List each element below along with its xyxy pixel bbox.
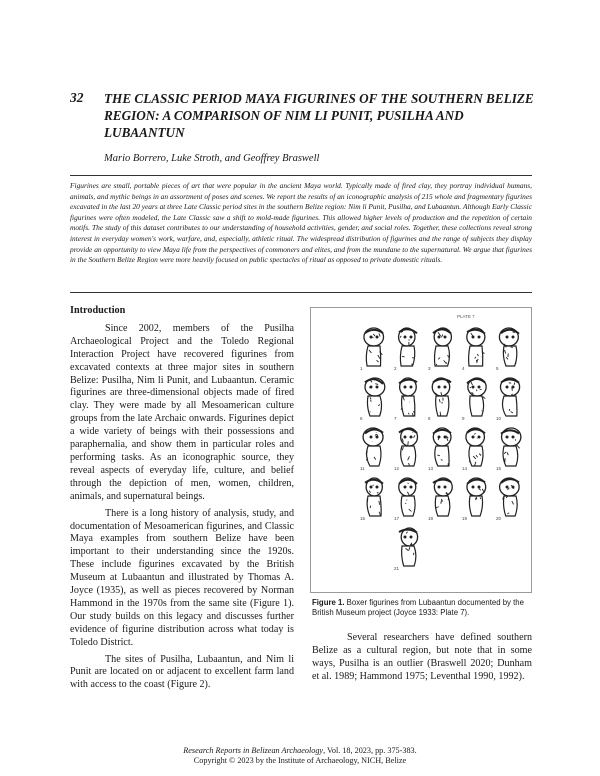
authors: Mario Borrero, Luke Stroth, and Geoffrey Braswell (104, 153, 320, 164)
figurine-number: 5 (496, 366, 499, 371)
figurine-number: 4 (462, 366, 465, 371)
figure-1-plate (310, 307, 532, 593)
abstract-top-rule (70, 175, 532, 176)
figurine-number: 19 (462, 516, 468, 521)
figurine-number: 10 (496, 416, 502, 421)
footer-copyright: Copyright © 2023 by the Institute of Archaeology, NICH, Belize (193, 756, 407, 765)
right-column-text (312, 632, 532, 684)
figurine-number: 18 (428, 516, 434, 521)
footer-citation (0, 746, 600, 756)
figurine-drawing (495, 326, 525, 371)
chapter-number: 32 (70, 90, 84, 105)
figurine-drawing (359, 326, 389, 371)
figurine-drawing (393, 376, 423, 421)
figurine-number: 3 (428, 366, 431, 371)
figurine-drawing (427, 326, 457, 371)
figurine-drawing (393, 326, 423, 371)
figurine-number: 13 (428, 466, 434, 471)
figurine-number: 17 (394, 516, 400, 521)
figurine-drawing (495, 376, 525, 421)
intro-paragraph-3: The sites of Pusilha, Lubaantun, and Nim li Punit are located on or adjacent to excellent farm land with access to the coast (Figure 2). (70, 653, 294, 691)
figurine-number: 21 (394, 566, 400, 571)
figurine-drawing (495, 476, 525, 521)
page-footer (0, 746, 600, 766)
figurine-drawing (393, 426, 423, 471)
introduction-section (70, 305, 294, 696)
abstract: Figurines are small, portable pieces of art that were popular in the ancient Maya world. Typically made of fired clay, they portray individual humans, animals, and mythic beings in an assortment of poses and scenes. We report the results of an iconographic analysis of 215 whole and fragmentary figurines excavated in the last 20 years at three Late Classic period sites in the southern Belize region: Nim li Punit, Pusilha, and Lubaantun. Although Early Classic figurines were often modeled, the Late Classic saw a shift to mold-made figurines. This allowed higher levels of production and the repetition of certain motifs. The study of this dataset contributes to our understanding of household activities, gender, and social roles. Together, these collections reveal strong interest in everyday women's work, warfare, and, especially, athletic ritual. The widespread distribution of figurines and the range of subjects they display provide an opportunity to view Maya life from the perspectives of commoners and elites, and from the mundane to the supernatural. We argue that figurines in the Southern Belize Region were more heavily focused on public spectacles of ritual as opposed to private domestic rituals. (70, 181, 532, 265)
figurine-number: 11 (360, 466, 365, 471)
plate-label: PLATE 7 (457, 314, 475, 319)
intro-paragraph-1: Since 2002, members of the Pusilha Archaeological Project and the Toledo Regional Interaction Project have recovered figurines from excavated contexts at three major sites in southern Belize: Pusilha, Nim li Punit, and Lubaantun. Ceramic figurines are three-dimensional objects made of fired clay. They were made by all Mesoamerican culture groups from the late Archaic onwards. Figurines depict a wide variety of beings with their possessions and paraphernalia, and show them in particular roles and performing tasks. As an iconographic source, they reveal aspects of everyday life, culture, and belief through the depiction of men, women, children, animals, and supernatural beings. (70, 322, 294, 502)
paper-title: THE CLASSIC PERIOD MAYA FIGURINES OF THE SOUTHERN BELIZE REGION: A COMPARISON OF NIM LI PUNIT, PUSILHA AND LUBAANTUN (104, 91, 534, 140)
figurine-drawing (359, 376, 389, 421)
figurine-drawing (359, 476, 389, 521)
figure-1-caption (312, 598, 532, 618)
abstract-bottom-rule (70, 292, 532, 293)
footer-journal: Research Reports in Belizean Archaeology (183, 746, 324, 755)
figurine-number: 14 (462, 466, 468, 471)
figure-caption-text: Boxer figurines from Lubaantun documented by the British Museum project (Joyce 1933: Plate 7). (312, 598, 524, 617)
figurine-number: 7 (394, 416, 397, 421)
figure-caption-label: Figure 1. (312, 598, 345, 607)
introduction-heading: Introduction (70, 305, 126, 316)
figurine-drawing (359, 426, 389, 471)
figurine-drawing (495, 426, 525, 471)
figurine-number: 12 (394, 466, 400, 471)
intro-paragraph-2: There is a long history of analysis, study, and documentation of Mesoamerican figurines, and Classic Maya examples from southern Belize have been important to their understanding since the 1920s. These include figurines excavated by the British Museum at Lubaantun and illustrated by Thomas A. Joyce (1935), as well as pieces recovered by Norman Hammond in the 1970s from the same site (Figure 1). Our study builds on this legacy and discusses further evidence of figurine distribution across what today is Toledo District. (70, 507, 294, 648)
figurine-number: 1 (360, 366, 363, 371)
figurine-number: 9 (462, 416, 465, 421)
figurine-drawing (461, 326, 491, 371)
figurine-drawing (461, 426, 491, 471)
figurine-drawing (393, 476, 423, 521)
figurine-number: 2 (394, 366, 397, 371)
figurine-drawing (427, 426, 457, 471)
footer-volume: , Vol. 18, 2023, pp. 375-383. (323, 746, 417, 755)
figurine-drawing (461, 376, 491, 421)
figurine-drawing (427, 376, 457, 421)
figurine-number: 16 (360, 516, 366, 521)
figurine-drawing (461, 476, 491, 521)
figurine-number: 6 (360, 416, 363, 421)
figurine-drawing (393, 526, 423, 571)
figurine-number: 8 (428, 416, 431, 421)
right-paragraph: Several researchers have defined southern Belize as a cultural region, but note that in some ways, Pusilha is an outlier (Braswell 2020; Dunham et al. 1989; Hammond 1975; Leventhal 1990, 1992). (312, 632, 532, 682)
figurine-number: 20 (496, 516, 502, 521)
figurine-drawing (427, 476, 457, 521)
figurine-number: 15 (496, 466, 502, 471)
